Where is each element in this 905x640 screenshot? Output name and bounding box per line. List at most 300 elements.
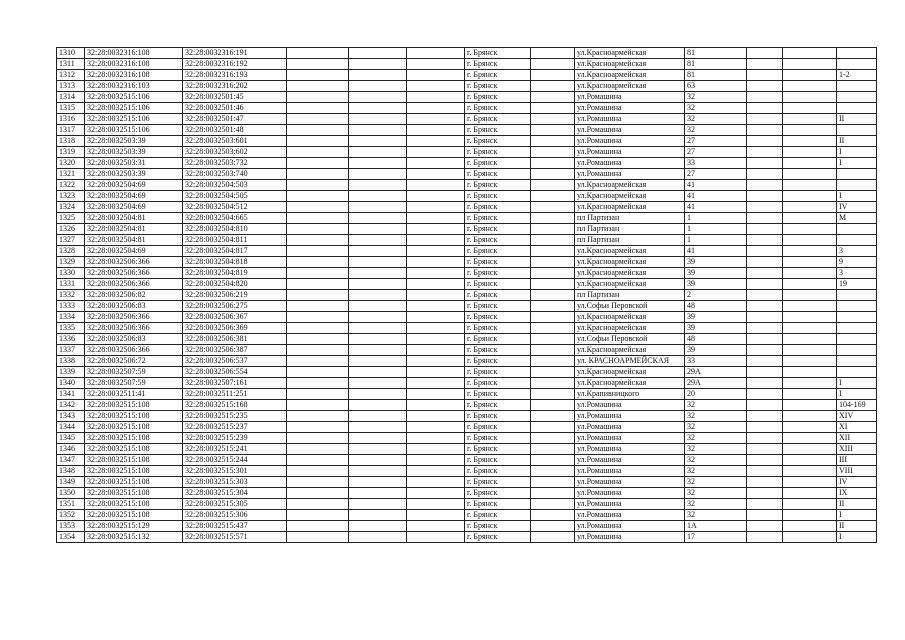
premises-number-cell: I <box>837 532 877 543</box>
street-cell: пл Партизан <box>575 213 685 224</box>
empty-cell <box>531 444 575 455</box>
table-row <box>57 92 877 103</box>
empty-cell <box>531 246 575 257</box>
street-cell: ул.Красноармейская <box>575 48 685 59</box>
premises-number-cell <box>837 290 877 301</box>
parent-cadastral-number-cell: 32:28:0032316:108 <box>85 70 183 81</box>
table-row <box>57 224 877 235</box>
row-number-cell: 1342 <box>57 400 85 411</box>
empty-cell <box>747 356 783 367</box>
row-number-cell: 1336 <box>57 334 85 345</box>
empty-cell <box>747 378 783 389</box>
empty-cell <box>349 455 407 466</box>
empty-cell <box>747 103 783 114</box>
city-cell: г. Брянск <box>465 422 531 433</box>
street-cell: ул.Ромашина <box>575 92 685 103</box>
empty-cell <box>349 202 407 213</box>
city-cell: г. Брянск <box>465 136 531 147</box>
empty-cell <box>349 356 407 367</box>
house-number-cell: 27 <box>685 147 747 158</box>
empty-cell <box>349 136 407 147</box>
empty-cell <box>747 334 783 345</box>
empty-cell <box>747 202 783 213</box>
empty-cell <box>407 499 465 510</box>
empty-cell <box>531 125 575 136</box>
empty-cell <box>349 345 407 356</box>
premises-number-cell: II <box>837 499 877 510</box>
row-number-cell: 1324 <box>57 202 85 213</box>
empty-cell <box>531 521 575 532</box>
street-cell: ул.Красноармейская <box>575 202 685 213</box>
table-row <box>57 246 877 257</box>
table-row <box>57 180 877 191</box>
house-number-cell: 32 <box>685 125 747 136</box>
premises-number-cell: 104-169 <box>837 400 877 411</box>
parent-cadastral-number-cell: 32:28:0032316:103 <box>85 81 183 92</box>
empty-cell <box>783 323 837 334</box>
empty-cell <box>783 213 837 224</box>
row-number-cell: 1349 <box>57 477 85 488</box>
city-cell: г. Брянск <box>465 488 531 499</box>
empty-cell <box>783 510 837 521</box>
cadastral-number-cell: 32:28:0032506:387 <box>183 345 287 356</box>
city-cell: г. Брянск <box>465 235 531 246</box>
empty-cell <box>287 532 349 543</box>
empty-cell <box>407 323 465 334</box>
empty-cell <box>407 180 465 191</box>
premises-number-cell: I <box>837 389 877 400</box>
empty-cell <box>747 367 783 378</box>
table-row <box>57 290 877 301</box>
city-cell: г. Брянск <box>465 334 531 345</box>
street-cell: пл Партизан <box>575 235 685 246</box>
cadastral-number-cell: 32:28:0032515:571 <box>183 532 287 543</box>
empty-cell <box>287 334 349 345</box>
city-cell: г. Брянск <box>465 521 531 532</box>
street-cell: ул.Ромашина <box>575 444 685 455</box>
empty-cell <box>783 290 837 301</box>
empty-cell <box>783 466 837 477</box>
cadastral-number-cell: 32:28:0032515:241 <box>183 444 287 455</box>
street-cell: ул.Крапивницкого <box>575 389 685 400</box>
empty-cell <box>349 411 407 422</box>
empty-cell <box>747 455 783 466</box>
cadastral-number-cell: 32:28:0032506:554 <box>183 367 287 378</box>
house-number-cell: 39 <box>685 323 747 334</box>
empty-cell <box>747 433 783 444</box>
empty-cell <box>407 312 465 323</box>
premises-number-cell: IV <box>837 477 877 488</box>
premises-number-cell: 3 <box>837 268 877 279</box>
empty-cell <box>349 290 407 301</box>
city-cell: г. Брянск <box>465 532 531 543</box>
empty-cell <box>747 466 783 477</box>
premises-number-cell <box>837 356 877 367</box>
parent-cadastral-number-cell: 32:28:0032504:69 <box>85 246 183 257</box>
empty-cell <box>407 48 465 59</box>
row-number-cell: 1343 <box>57 411 85 422</box>
premises-number-cell: XI <box>837 422 877 433</box>
street-cell: ул.Софьи Перовской <box>575 334 685 345</box>
street-cell: ул.Софьи Перовской <box>575 301 685 312</box>
empty-cell <box>747 400 783 411</box>
house-number-cell: 32 <box>685 400 747 411</box>
empty-cell <box>783 92 837 103</box>
empty-cell <box>531 411 575 422</box>
empty-cell <box>407 158 465 169</box>
empty-cell <box>747 411 783 422</box>
house-number-cell: 32 <box>685 92 747 103</box>
house-number-cell: 17 <box>685 532 747 543</box>
city-cell: г. Брянск <box>465 455 531 466</box>
empty-cell <box>747 312 783 323</box>
row-number-cell: 1340 <box>57 378 85 389</box>
street-cell: ул.Красноармейская <box>575 81 685 92</box>
street-cell: ул.Красноармейская <box>575 191 685 202</box>
row-number-cell: 1344 <box>57 422 85 433</box>
empty-cell <box>747 136 783 147</box>
empty-cell <box>287 70 349 81</box>
empty-cell <box>747 224 783 235</box>
row-number-cell: 1334 <box>57 312 85 323</box>
cadastral-number-cell: 32:28:0032316:193 <box>183 70 287 81</box>
empty-cell <box>287 422 349 433</box>
empty-cell <box>349 81 407 92</box>
table-row <box>57 411 877 422</box>
empty-cell <box>287 356 349 367</box>
empty-cell <box>783 202 837 213</box>
empty-cell <box>747 323 783 334</box>
empty-cell <box>531 389 575 400</box>
row-number-cell: 1310 <box>57 48 85 59</box>
empty-cell <box>747 422 783 433</box>
premises-number-cell <box>837 334 877 345</box>
table-row <box>57 136 877 147</box>
table-row <box>57 191 877 202</box>
empty-cell <box>783 191 837 202</box>
table-row <box>57 169 877 180</box>
premises-number-cell: I <box>837 378 877 389</box>
empty-cell <box>747 169 783 180</box>
empty-cell <box>783 400 837 411</box>
row-number-cell: 1311 <box>57 59 85 70</box>
city-cell: г. Брянск <box>465 510 531 521</box>
city-cell: г. Брянск <box>465 378 531 389</box>
house-number-cell: 32 <box>685 488 747 499</box>
premises-number-cell <box>837 301 877 312</box>
empty-cell <box>747 510 783 521</box>
table-row <box>57 48 877 59</box>
empty-cell <box>531 477 575 488</box>
table-row <box>57 433 877 444</box>
empty-cell <box>531 59 575 70</box>
empty-cell <box>349 378 407 389</box>
premises-number-cell: VIII <box>837 466 877 477</box>
cadastral-number-cell: 32:28:0032515:437 <box>183 521 287 532</box>
empty-cell <box>747 81 783 92</box>
parent-cadastral-number-cell: 32:28:0032515:108 <box>85 466 183 477</box>
row-number-cell: 1338 <box>57 356 85 367</box>
street-cell: ул.Красноармейская <box>575 312 685 323</box>
table-row <box>57 213 877 224</box>
premises-number-cell: 19 <box>837 279 877 290</box>
city-cell: г. Брянск <box>465 433 531 444</box>
empty-cell <box>287 158 349 169</box>
house-number-cell: 32 <box>685 411 747 422</box>
premises-number-cell: M <box>837 213 877 224</box>
street-cell: пл Партизан <box>575 224 685 235</box>
empty-cell <box>407 422 465 433</box>
premises-number-cell <box>837 125 877 136</box>
empty-cell <box>287 246 349 257</box>
empty-cell <box>407 433 465 444</box>
empty-cell <box>287 400 349 411</box>
empty-cell <box>287 180 349 191</box>
premises-number-cell: 1-2 <box>837 70 877 81</box>
empty-cell <box>287 455 349 466</box>
empty-cell <box>349 389 407 400</box>
house-number-cell: 41 <box>685 191 747 202</box>
empty-cell <box>531 147 575 158</box>
empty-cell <box>407 444 465 455</box>
parent-cadastral-number-cell: 32:28:0032515:106 <box>85 125 183 136</box>
empty-cell <box>287 378 349 389</box>
empty-cell <box>531 455 575 466</box>
city-cell: г. Брянск <box>465 444 531 455</box>
empty-cell <box>531 279 575 290</box>
empty-cell <box>531 356 575 367</box>
empty-cell <box>531 466 575 477</box>
city-cell: г. Брянск <box>465 224 531 235</box>
premises-number-cell <box>837 169 877 180</box>
empty-cell <box>287 235 349 246</box>
row-number-cell: 1321 <box>57 169 85 180</box>
table-row <box>57 345 877 356</box>
empty-cell <box>287 169 349 180</box>
empty-cell <box>747 235 783 246</box>
premises-number-cell: I <box>837 191 877 202</box>
empty-cell <box>407 169 465 180</box>
empty-cell <box>747 191 783 202</box>
city-cell: г. Брянск <box>465 213 531 224</box>
house-number-cell: 41 <box>685 246 747 257</box>
empty-cell <box>783 70 837 81</box>
empty-cell <box>407 466 465 477</box>
cadastral-number-cell: 32:28:0032506:275 <box>183 301 287 312</box>
empty-cell <box>407 378 465 389</box>
empty-cell <box>783 268 837 279</box>
empty-cell <box>287 510 349 521</box>
street-cell: ул.Ромашина <box>575 422 685 433</box>
empty-cell <box>287 488 349 499</box>
street-cell: ул.Ромашина <box>575 488 685 499</box>
empty-cell <box>349 422 407 433</box>
empty-cell <box>349 334 407 345</box>
empty-cell <box>287 389 349 400</box>
table-row <box>57 81 877 92</box>
empty-cell <box>747 59 783 70</box>
cadastral-number-cell: 32:28:0032503:732 <box>183 158 287 169</box>
street-cell: ул.Ромашина <box>575 521 685 532</box>
empty-cell <box>349 301 407 312</box>
house-number-cell: 39 <box>685 279 747 290</box>
empty-cell <box>349 279 407 290</box>
cadastral-number-cell: 32:28:0032501:46 <box>183 103 287 114</box>
city-cell: г. Брянск <box>465 345 531 356</box>
city-cell: г. Брянск <box>465 81 531 92</box>
empty-cell <box>407 521 465 532</box>
city-cell: г. Брянск <box>465 466 531 477</box>
table-row <box>57 334 877 345</box>
empty-cell <box>783 455 837 466</box>
parent-cadastral-number-cell: 32:28:0032504:81 <box>85 213 183 224</box>
house-number-cell: 29А <box>685 367 747 378</box>
empty-cell <box>287 103 349 114</box>
cadastral-number-cell: 32:28:0032515:301 <box>183 466 287 477</box>
house-number-cell: 32 <box>685 444 747 455</box>
empty-cell <box>407 81 465 92</box>
street-cell: пл Партизан <box>575 290 685 301</box>
empty-cell <box>747 125 783 136</box>
street-cell: ул.Ромашина <box>575 477 685 488</box>
row-number-cell: 1315 <box>57 103 85 114</box>
street-cell: ул.Красноармейская <box>575 323 685 334</box>
empty-cell <box>747 114 783 125</box>
empty-cell <box>747 477 783 488</box>
row-number-cell: 1341 <box>57 389 85 400</box>
empty-cell <box>747 48 783 59</box>
row-number-cell: 1330 <box>57 268 85 279</box>
street-cell: ул.Ромашина <box>575 466 685 477</box>
premises-number-cell: 9 <box>837 257 877 268</box>
cadastral-number-cell: 32:28:0032515:235 <box>183 411 287 422</box>
house-number-cell: 39 <box>685 345 747 356</box>
empty-cell <box>747 290 783 301</box>
empty-cell <box>783 422 837 433</box>
city-cell: г. Брянск <box>465 59 531 70</box>
row-number-cell: 1329 <box>57 257 85 268</box>
parent-cadastral-number-cell: 32:28:0032515:108 <box>85 488 183 499</box>
empty-cell <box>783 169 837 180</box>
cadastral-number-cell: 32:28:0032504:810 <box>183 224 287 235</box>
empty-cell <box>783 499 837 510</box>
house-number-cell: 32 <box>685 114 747 125</box>
cadastral-number-cell: 32:28:0032515:305 <box>183 499 287 510</box>
house-number-cell: 32 <box>685 510 747 521</box>
empty-cell <box>407 125 465 136</box>
empty-cell <box>783 312 837 323</box>
cadastral-number-cell: 32:28:0032515:303 <box>183 477 287 488</box>
empty-cell <box>407 477 465 488</box>
street-cell: ул.Ромашина <box>575 499 685 510</box>
premises-number-cell: XIV <box>837 411 877 422</box>
street-cell: ул.Красноармейская <box>575 257 685 268</box>
empty-cell <box>349 246 407 257</box>
table-row <box>57 114 877 125</box>
cadastral-number-cell: 32:28:0032501:45 <box>183 92 287 103</box>
empty-cell <box>287 125 349 136</box>
empty-cell <box>407 136 465 147</box>
street-cell: ул.Ромашина <box>575 411 685 422</box>
city-cell: г. Брянск <box>465 279 531 290</box>
house-number-cell: 32 <box>685 477 747 488</box>
city-cell: г. Брянск <box>465 290 531 301</box>
premises-number-cell: IX <box>837 488 877 499</box>
parent-cadastral-number-cell: 32:28:0032515:106 <box>85 103 183 114</box>
empty-cell <box>783 378 837 389</box>
empty-cell <box>349 48 407 59</box>
city-cell: г. Брянск <box>465 301 531 312</box>
parent-cadastral-number-cell: 32:28:0032506:366 <box>85 312 183 323</box>
empty-cell <box>531 114 575 125</box>
empty-cell <box>747 345 783 356</box>
empty-cell <box>349 70 407 81</box>
row-number-cell: 1323 <box>57 191 85 202</box>
street-cell: ул.Ромашина <box>575 114 685 125</box>
empty-cell <box>783 532 837 543</box>
empty-cell <box>747 389 783 400</box>
house-number-cell: 33 <box>685 158 747 169</box>
cadastral-number-cell: 32:28:0032515:304 <box>183 488 287 499</box>
house-number-cell: 41 <box>685 180 747 191</box>
city-cell: г. Брянск <box>465 125 531 136</box>
cadastral-number-cell: 32:28:0032504:818 <box>183 257 287 268</box>
cadastral-number-cell: 32:28:0032515:306 <box>183 510 287 521</box>
premises-number-cell <box>837 323 877 334</box>
cadastral-number-cell: 32:28:0032506:367 <box>183 312 287 323</box>
empty-cell <box>407 290 465 301</box>
empty-cell <box>783 48 837 59</box>
empty-cell <box>349 499 407 510</box>
empty-cell <box>783 389 837 400</box>
house-number-cell: 1А <box>685 521 747 532</box>
parent-cadastral-number-cell: 32:28:0032506:366 <box>85 323 183 334</box>
street-cell: ул.Ромашина <box>575 158 685 169</box>
row-number-cell: 1314 <box>57 92 85 103</box>
city-cell: г. Брянск <box>465 191 531 202</box>
empty-cell <box>747 70 783 81</box>
empty-cell <box>407 114 465 125</box>
empty-cell <box>349 125 407 136</box>
empty-cell <box>407 411 465 422</box>
house-number-cell: 39 <box>685 268 747 279</box>
cadastral-number-cell: 32:28:0032316:192 <box>183 59 287 70</box>
cadastral-number-cell: 32:28:0032316:191 <box>183 48 287 59</box>
empty-cell <box>531 433 575 444</box>
empty-cell <box>531 268 575 279</box>
empty-cell <box>287 466 349 477</box>
table-row <box>57 202 877 213</box>
cadastral-number-cell: 32:28:0032504:512 <box>183 202 287 213</box>
cadastral-number-cell: 32:28:0032515:239 <box>183 433 287 444</box>
house-number-cell: 27 <box>685 136 747 147</box>
empty-cell <box>531 257 575 268</box>
table-row <box>57 257 877 268</box>
empty-cell <box>349 367 407 378</box>
premises-number-cell <box>837 59 877 70</box>
house-number-cell: 32 <box>685 422 747 433</box>
parent-cadastral-number-cell: 32:28:0032515:108 <box>85 510 183 521</box>
empty-cell <box>407 356 465 367</box>
row-number-cell: 1328 <box>57 246 85 257</box>
empty-cell <box>287 312 349 323</box>
empty-cell <box>349 59 407 70</box>
cadastral-number-cell: 32:28:0032515:237 <box>183 422 287 433</box>
city-cell: г. Брянск <box>465 158 531 169</box>
table-row <box>57 147 877 158</box>
cadastral-number-cell: 32:28:0032506:537 <box>183 356 287 367</box>
empty-cell <box>407 147 465 158</box>
